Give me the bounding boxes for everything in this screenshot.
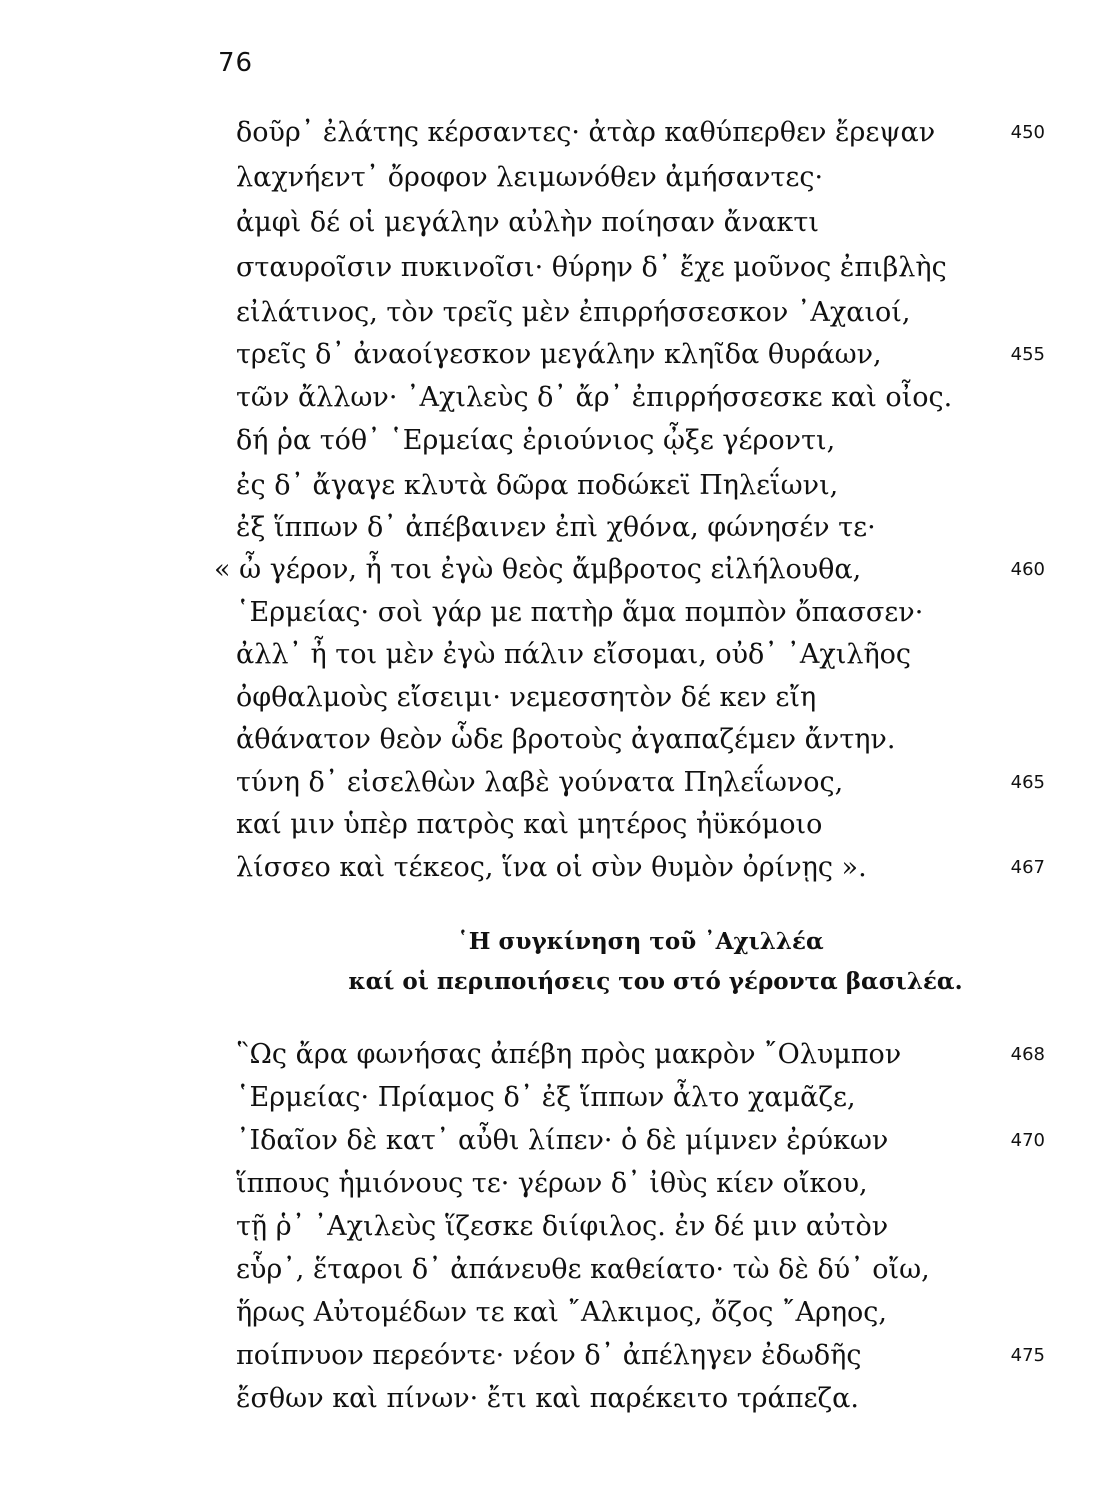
- verse-text: δή ῥα τόθ᾽ ῾Ερμείας ἐριούνιος ᾦξε γέροντι,: [236, 425, 836, 456]
- line-number: 475: [1010, 1345, 1045, 1366]
- verse-text: ποίπνυον περεόντε· νέον δ᾽ ἀπέληγεν ἐδωδῆς: [236, 1340, 862, 1371]
- verse-text: τῇ ῥ᾽ ᾽Αχιλεὺς ἵζεσκε διίφιλος. ἐν δέ μιν αὐτὸν: [236, 1211, 889, 1242]
- verse-line: [0, 593, 1111, 633]
- verse-line: [0, 466, 1111, 506]
- verse-text: ῝Ως ἄρα φωνήσας ἀπέβη πρὸς μακρὸν ῎Ολυμπον: [236, 1039, 902, 1070]
- verse-line: [0, 1379, 1111, 1419]
- line-number: 450: [1010, 122, 1045, 143]
- verse-line: [0, 678, 1111, 718]
- verse-text: ἵππους ἡμιόνους τε· γέρων δ᾽ ἰθὺς κίεν οἴκου,: [236, 1168, 868, 1199]
- verse-line: [0, 635, 1111, 675]
- verse-text: τῶν ἄλλων· ᾽Αχιλεὺς δ᾽ ἄρ᾽ ἐπιρρήσσεσκε καὶ οἶος.: [236, 382, 953, 413]
- verse-text: λίσσεο καὶ τέκεος, ἵνα οἱ σὺν θυμὸν ὀρίνῃς ».: [236, 852, 867, 883]
- verse-text: λαχνήεντ᾽ ὄροφον λειμωνόθεν ἀμήσαντες·: [236, 162, 824, 193]
- verse-line: [0, 1336, 1111, 1376]
- section-heading-line-1: ῾Η συγκίνηση τοῦ ᾽Αχιλλέα: [457, 928, 824, 955]
- verse-line: [0, 421, 1111, 461]
- line-number: 455: [1010, 344, 1045, 365]
- verse-text: ἥρως Αὐτομέδων τε καὶ ῎Αλκιμος, ὄζος ῎Αρηος,: [236, 1297, 887, 1328]
- verse-line: [0, 293, 1111, 333]
- verse-text: τύνη δ᾽ εἰσελθὼν λαβὲ γούνατα Πηλεΐωνος,: [236, 767, 844, 798]
- line-number: 467: [1010, 857, 1045, 878]
- verse-line: [0, 1078, 1111, 1118]
- verse-line: [0, 763, 1111, 803]
- line-number: 465: [1010, 772, 1045, 793]
- verse-text: ὀφθαλμοὺς εἴσειμι· νεμεσσητὸν δέ κεν εἴη: [236, 682, 817, 713]
- verse-line: [0, 1121, 1111, 1161]
- verse-line: [0, 848, 1111, 888]
- verse-line: [0, 1250, 1111, 1290]
- verse-text: ᾽Ιδαῖον δὲ κατ᾽ αὖθι λίπεν· ὁ δὲ μίμνεν ἐρύκων: [236, 1125, 889, 1156]
- verse-line: [0, 805, 1111, 845]
- verse-line: [0, 1035, 1111, 1075]
- verse-line: [0, 158, 1111, 198]
- verse-text: εὗρ᾽, ἕταροι δ᾽ ἀπάνευθε καθείατο· τὼ δὲ δύ᾽ οἴω,: [236, 1254, 930, 1285]
- verse-text: ἀλλ᾽ ἦ τοι μὲν ἐγὼ πάλιν εἴσομαι, οὐδ᾽ ᾽Αχιλῆος: [236, 639, 911, 670]
- verse-line: [0, 335, 1111, 375]
- verse-line: [0, 248, 1111, 288]
- verse-text: καί μιν ὑπὲρ πατρὸς καὶ μητέρος ἠϋκόμοιο: [236, 809, 823, 840]
- verse-line: [0, 720, 1111, 760]
- verse-line: [0, 378, 1111, 418]
- verse-text: ῾Ερμείας· Πρίαμος δ᾽ ἐξ ἵππων ἆλτο χαμᾶζε,: [236, 1082, 856, 1113]
- verse-text: τρεῖς δ᾽ ἀναοίγεσκον μεγάλην κληῖδα θυράων,: [236, 339, 882, 370]
- line-number: 460: [1010, 559, 1045, 580]
- verse-line: [0, 1293, 1111, 1333]
- verse-text: ῾Ερμείας· σοὶ γάρ με πατὴρ ἅμα πομπὸν ὄπασσεν·: [236, 597, 924, 628]
- verse-line: [0, 203, 1111, 243]
- verse-line: [0, 1164, 1111, 1204]
- verse-text: ἀμφὶ δέ οἱ μεγάλην αὐλὴν ποίησαν ἄνακτι: [236, 207, 819, 238]
- verse-line: [0, 508, 1111, 548]
- verse-text: δοῦρ᾽ ἐλάτης κέρσαντες· ἀτὰρ καθύπερθεν ἔρεψαν: [236, 117, 936, 148]
- verse-line: [0, 550, 1111, 590]
- verse-text: ἔσθων καὶ πίνων· ἔτι καὶ παρέκειτο τράπεζα.: [236, 1383, 859, 1414]
- line-number: 470: [1010, 1130, 1045, 1151]
- verse-text: εἰλάτινος, τὸν τρεῖς μὲν ἐπιρρήσσεσκον ᾽Αχαιοί,: [236, 297, 911, 328]
- verse-text: « ὦ γέρον, ἦ τοι ἐγὼ θεὸς ἄμβροτος εἰλήλουθα,: [214, 554, 862, 585]
- page-number: 76: [218, 48, 254, 78]
- line-number: 468: [1010, 1044, 1045, 1065]
- verse-line: [0, 113, 1111, 153]
- verse-text: ἐς δ᾽ ἄγαγε κλυτὰ δῶρα ποδώκεϊ Πηλεΐωνι,: [236, 470, 839, 501]
- verse-text: ἐξ ἵππων δ᾽ ἀπέβαινεν ἐπὶ χθόνα, φώνησέν τε·: [236, 512, 876, 543]
- verse-text: ἀθάνατον θεὸν ὧδε βροτοὺς ἀγαπαζέμεν ἄντην.: [236, 724, 896, 755]
- verse-line: [0, 1207, 1111, 1247]
- verse-text: σταυροῖσιν πυκινοῖσι· θύρην δ᾽ ἔχε μοῦνος ἐπιβλὴς: [236, 252, 947, 283]
- section-heading-line-2: καί οἱ περιποιήσεις του στό γέροντα βασιλέα.: [348, 968, 963, 995]
